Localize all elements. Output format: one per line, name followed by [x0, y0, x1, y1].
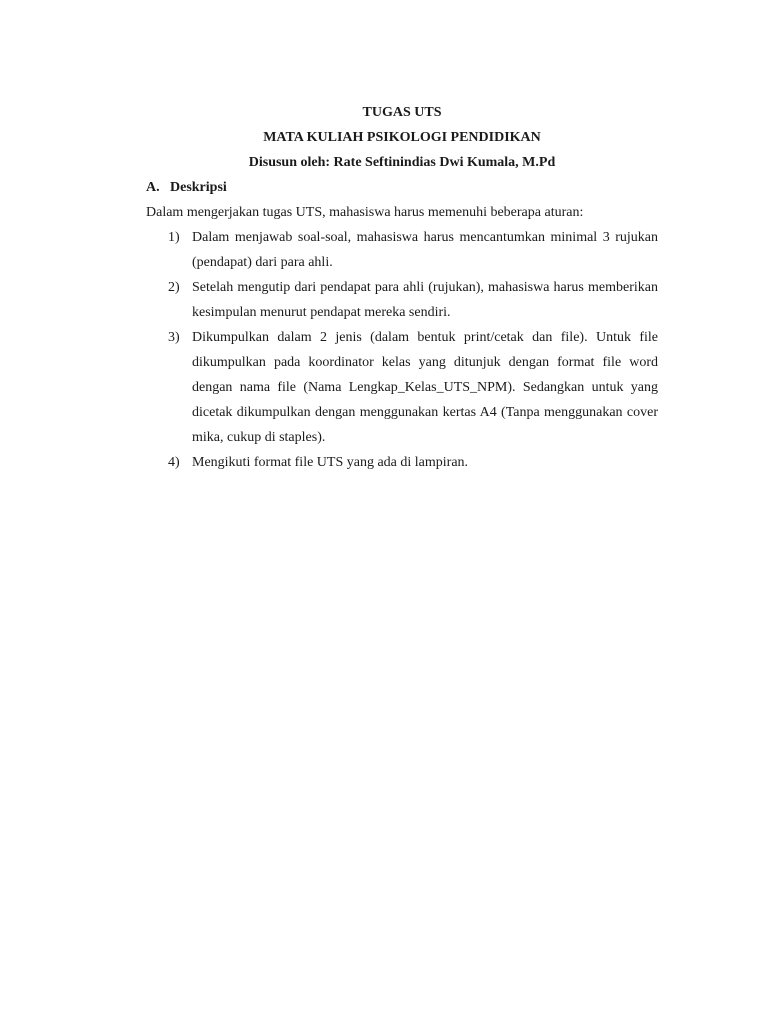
list-item-number: 2) [168, 280, 180, 295]
list-item-text: Setelah mengutip dari pendapat para ahli (rujukan), mahasiswa harus memberikan kesimpulan menurut pendapat mereka sendiri. [192, 280, 658, 320]
section-heading [146, 175, 658, 200]
section-title: Deskripsi [170, 180, 227, 195]
rules-list [146, 225, 658, 475]
list-item [146, 275, 658, 325]
section-letter: A. [146, 180, 160, 195]
document-body [146, 100, 658, 475]
list-item [146, 325, 658, 450]
list-item-number: 3) [168, 330, 180, 345]
list-item [146, 450, 658, 475]
author-line: Disusun oleh: Rate Seftinindias Dwi Kumala, M.Pd [248, 155, 556, 170]
list-item-number: 1) [168, 230, 180, 245]
section-intro: Dalam mengerjakan tugas UTS, mahasiswa harus memenuhi beberapa aturan: [146, 205, 584, 220]
list-item-number: 4) [168, 455, 180, 470]
list-item-text: Dikumpulkan dalam 2 jenis (dalam bentuk print/cetak dan file). Untuk file dikumpulkan pada koordinator kelas yang ditunjuk dengan format file word dengan nama file (Nama Lengkap_Kelas_UTS_NPM). Sedangkan untuk yang dicetak dikumpulkan dengan menggunakan kertas A4 (Tanpa menggunakan cover mika, cukup di staples). [192, 330, 658, 445]
document-title: TUGAS UTS [362, 105, 442, 120]
list-item-text: Dalam menjawab soal-soal, mahasiswa harus mencantumkan minimal 3 rujukan (pendapat) dari para ahli. [192, 230, 658, 270]
course-title: MATA KULIAH PSIKOLOGI PENDIDIKAN [263, 130, 541, 145]
list-item [146, 225, 658, 275]
list-item-text: Mengikuti format file UTS yang ada di lampiran. [192, 455, 469, 470]
